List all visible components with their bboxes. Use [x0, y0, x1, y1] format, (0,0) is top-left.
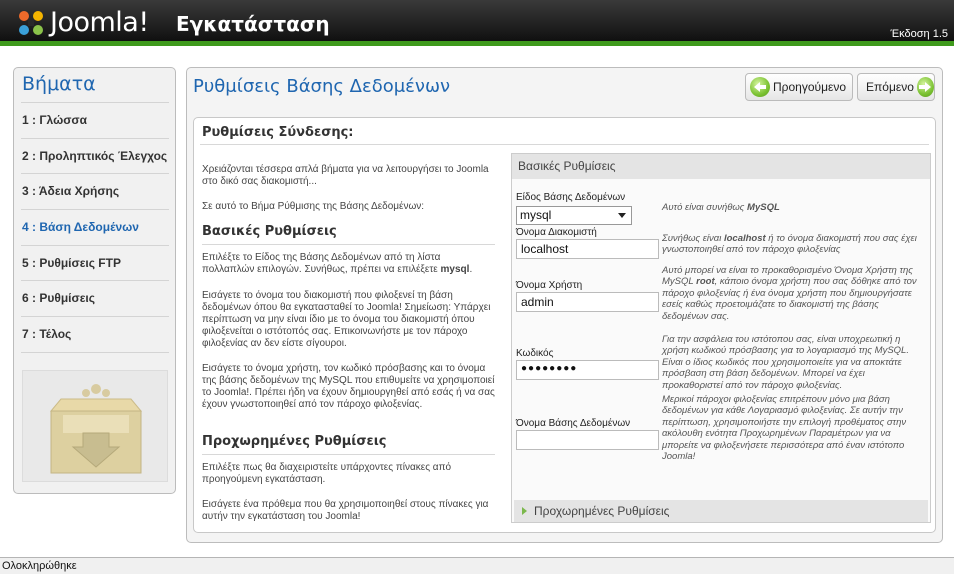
- app-title: Εγκατάσταση: [176, 12, 330, 36]
- db-type-help-a: Αυτό είναι συνήθως: [662, 202, 748, 213]
- form-title: Βασικές Ρυθμίσεις: [512, 154, 930, 179]
- joomla-logo-icon: [16, 8, 46, 38]
- basic-text-1-a: Επιλέξτε το Είδος της Βάσης Δεδομένων από τη λίστα πολλαπλών επιλογών. Συνήθως, πρέπει να επιλέξετε: [202, 252, 441, 275]
- content-card: [193, 117, 936, 533]
- step-language: 1 : Γλώσσα: [21, 103, 169, 139]
- intro-text-2: Σε αυτό το Βήμα Ρύθμισης της Βάσης Δεδομένων:: [202, 201, 425, 212]
- basic-text-1-b: mysql: [440, 264, 470, 275]
- main-panel: [186, 67, 943, 543]
- previous-button-label: Προηγούμενο: [773, 80, 847, 94]
- username-help-c: , κάποιο όνομα χρήστη που σας δόθηκε από τον πάροχο φιλοξενίας ή ένα όνομα χρήστη που δημιουργήσατε εσείς καθώς προετοιμάζατε το διακομιστή της βάσης δεδομένων σας.: [662, 276, 917, 322]
- page-title: Ρυθμίσεις Βάσης Δεδομένων: [193, 76, 451, 97]
- step-finish: 7 : Τέλος: [21, 317, 169, 353]
- step-ftp: 5 : Ρυθμίσεις FTP: [21, 246, 169, 282]
- basic-text-3: Εισάγετε το όνομα χρήστη, τον κωδικό πρόσβασης και το όνομα της βάσης δεδομένων της MySQL που επιθυμείτε να χρησιμοποιεί το Joomla!. Πρέπει ήδη να έχουν δημιουργηθεί από εσάς ή να σας έχουν γνωστοποιηθεί από τον πάροχο φιλοξενίας.: [202, 363, 495, 410]
- status-text: Ολοκληρώθηκε: [2, 560, 77, 572]
- password-help: Για την ασφάλεια του ιστότοπου σας, είναι υποχρεωτική η χρήση κωδικού πρόσβασης για το λογαριασμό της MySQL. Είναι ο ίδιος κωδικός που χρησιμοποιείτε για να αποκτάτε πρόσβαση στη βάση δεδομένων. Μπορεί να έχει προκαθοριστεί από τον πάροχο φιλοξενίας.: [662, 334, 909, 391]
- basic-text-2: Εισάγετε το όνομα του διακομιστή που φιλοξενεί τη βάση δεδομένων όπου θα εγκατασταθεί το Joomla! Σημείωση: Υπάρχει περίπτωση να μην είναι ίδιο με το όνομα του διακομιστή όπου φιλοξενείται ο ιστότοπός σας. Επικοινωνήστε με τον πάροχο φιλοξενίας αν δεν είστε σίγουροι.: [202, 290, 491, 349]
- username-help-a: Αυτό μπορεί να είναι το προκαθορισμένο Όνομα Χρήστη της MySQL: [662, 265, 913, 288]
- header-bar: [0, 0, 954, 46]
- password-input[interactable]: ●●●●●●●●: [516, 360, 659, 380]
- basic-text-1: [202, 252, 495, 276]
- host-help: [662, 233, 924, 256]
- advanced-settings-toggle[interactable]: [514, 500, 928, 522]
- chevron-down-icon: [618, 213, 626, 218]
- db-type-label: Είδος Βάσης Δεδομένων: [516, 192, 626, 203]
- next-button-label: Επόμενο: [866, 80, 914, 94]
- password-label: Κωδικός: [516, 348, 554, 359]
- divider: [200, 144, 929, 145]
- step-configuration: 6 : Ρυθμίσεις: [21, 281, 169, 317]
- basic-text-1-c: .: [469, 264, 473, 275]
- dbname-input[interactable]: [516, 430, 659, 450]
- username-label: Όνομα Χρήστη: [516, 280, 583, 291]
- steps-sidebar: [13, 67, 176, 494]
- host-input[interactable]: localhost: [516, 239, 659, 259]
- arrow-right-icon: [917, 77, 934, 97]
- step-license: 3 : Άδεια Χρήσης: [21, 174, 169, 210]
- expand-arrow-icon: [522, 507, 527, 515]
- basic-settings-heading: Βασικές Ρυθμίσεις: [202, 224, 337, 239]
- host-label: Όνομα Διακομιστή: [516, 227, 597, 238]
- logo-wordmark: Joomla!: [50, 7, 149, 38]
- db-type-select[interactable]: [516, 206, 632, 225]
- step-database: 4 : Βάση Δεδομένων: [21, 210, 169, 246]
- dbname-help: Μερικοί πάροχοι φιλοξενίας επιτρέπουν μόνο μια βάση δεδομένων για κάθε Λογαριασμό φιλοξενίας. Σε αυτήν την περίπτωση, χρησιμοποιήστε την επιλογή προθέματος στην ακόλουθη ενότητα Προχωρημένων Παραμέτρων για να μπορείτε να φιλοξενήσετε περισσότερα από έναν ιστότοπο Joomla!: [662, 394, 907, 463]
- dbname-label: Όνομα Βάσης Δεδομένων: [516, 418, 631, 429]
- advanced-settings-heading: Προχωρημένες Ρυθμίσεις: [202, 434, 387, 449]
- db-type-value: mysql: [520, 208, 552, 222]
- db-type-help: [662, 202, 924, 213]
- step-precheck: 2 : Προληπτικός Έλεγχος: [21, 139, 169, 175]
- host-help-c: ή το όνομα διακομιστή που σας έχει γνωστοποιηθεί από τον πάροχο φιλοξενίας: [662, 233, 917, 256]
- browser-status-bar: [0, 557, 954, 574]
- host-help-a: Συνήθως είναι: [662, 233, 724, 244]
- sidebar-title: Βήματα: [22, 73, 96, 95]
- divider: [202, 244, 495, 245]
- version-label: Έκδοση 1.5: [890, 28, 948, 40]
- previous-button[interactable]: [745, 73, 853, 101]
- install-box-illustration: [22, 370, 168, 482]
- basic-settings-form: [511, 153, 931, 523]
- section-title: Ρυθμίσεις Σύνδεσης:: [202, 125, 354, 140]
- next-button[interactable]: [857, 73, 935, 101]
- username-input[interactable]: admin: [516, 292, 659, 312]
- username-help: [662, 265, 924, 322]
- steps-list: [21, 102, 169, 353]
- intro-text: Χρειάζονται τέσσερα απλά βήματα για να λειτουργήσει το Joomla στο δικό σας διακομιστή...: [202, 164, 489, 187]
- divider: [202, 454, 495, 455]
- advanced-text-1: Επιλέξτε πως θα διαχειριστείτε υπάρχοντες πίνακες από προηγούμενη εγκατάσταση.: [202, 462, 452, 485]
- username-help-b: root: [696, 276, 715, 288]
- joomla-logo: [16, 7, 149, 38]
- advanced-text-2: Εισάγετε ένα πρόθεμα που θα χρησιμοποιηθεί στους πίνακες για αυτήν την εγκατάσταση του Joomla!: [202, 499, 489, 522]
- arrow-left-icon: [750, 77, 770, 97]
- install-box-icon: [23, 371, 169, 483]
- advanced-settings-label: Προχωρημένες Ρυθμίσεις: [534, 504, 670, 518]
- db-type-help-b: MySQL: [747, 202, 780, 213]
- host-help-b: localhost: [723, 233, 766, 244]
